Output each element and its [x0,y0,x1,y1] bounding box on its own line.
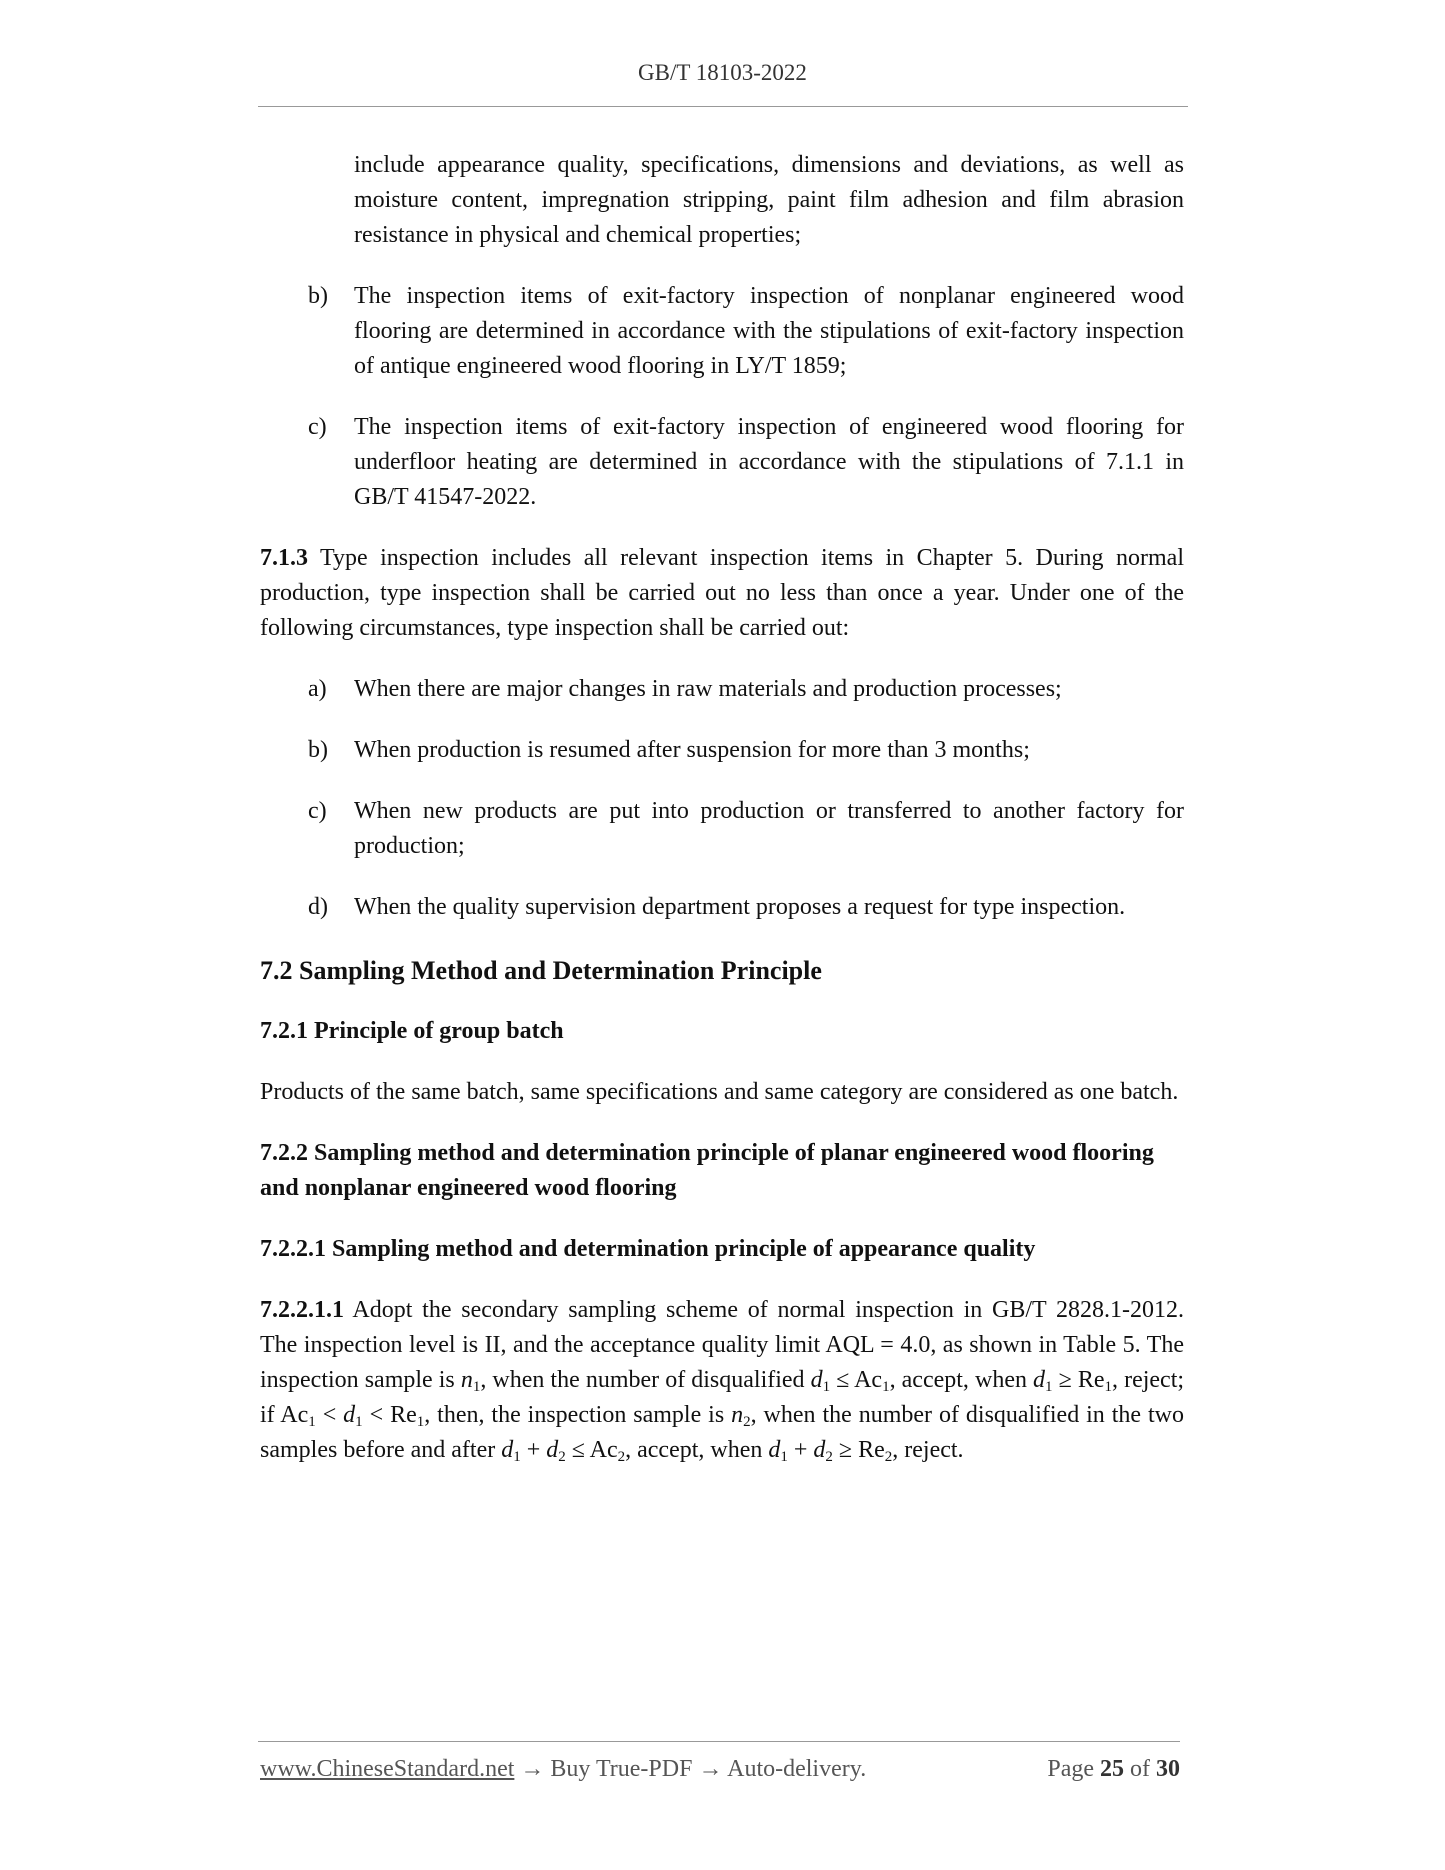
list-item-a [260,672,1184,707]
subscript: 1 [416,1414,425,1430]
text-run: < Re [362,1402,417,1428]
var-d: d [343,1402,356,1428]
var-d: d [810,1367,823,1393]
var-d: d [1033,1367,1046,1393]
list-item-c [260,794,1184,864]
website-link[interactable]: www.ChineseStandard.net [260,1756,515,1782]
subscript: 1 [1045,1379,1053,1395]
list-item-text: When the quality supervision department proposes a request for type inspection. [354,894,1126,920]
page-footer [260,1756,1180,1783]
header-divider [258,106,1188,107]
subscript: 2 [825,1449,833,1465]
heading-7-2-2: 7.2.2 Sampling method and determination principle of planar engineered wood flooring and nonplanar engineered wood flooring [260,1140,1154,1201]
text-run: , when the number of disqualified in the two samples before and after [260,1402,1184,1463]
footer-divider [258,1741,1180,1742]
section-7-2-2-1-1 [260,1293,1184,1468]
text-run: , then, the inspection sample is [424,1402,732,1428]
section-number: 7.1.3 [260,545,308,571]
text-run: ≥ Re [832,1437,885,1463]
section-7-1-3 [260,541,1184,646]
subscript: 1 [513,1449,521,1465]
subscript: 1 [780,1449,788,1465]
text-run: , when the number of disqualified [480,1367,811,1393]
heading-7-2-1: 7.2.1 Principle of group batch [260,1018,564,1044]
var-d: d [768,1437,781,1463]
text-run: , accept, when [625,1437,769,1463]
subscript: 1 [355,1414,363,1430]
list-marker: d) [308,894,328,920]
section-text: Type inspection includes all relevant inspection items in Chapter 5. During normal production, type inspection shall be carried out no less than once a year. Under one of the following circumstances, type inspection shall be carried out: [260,545,1184,641]
var-n: n [731,1402,744,1428]
list-marker: b) [308,737,328,763]
list-marker: b) [308,283,328,309]
list-item-text: When production is resumed after suspension for more than 3 months; [354,737,1030,763]
list-item-text: When there are major changes in raw materials and production processes; [354,676,1062,702]
list-marker: a) [308,676,327,702]
current-page: 25 [1100,1756,1124,1782]
text-run: Adopt the secondary sampling scheme of normal inspection in GB/T 2828.1-2012. The inspection level is II, and the acceptance quality limit AQL = 4.0, as shown in Table 5. The inspection sample is [260,1297,1184,1393]
text-run: ≤ Ac [565,1437,618,1463]
list-marker: c) [308,798,327,824]
text-run: , reject; if Ac [260,1367,1185,1428]
document-body [260,148,1184,1468]
var-n: n [460,1367,473,1393]
list-item-d [260,890,1184,925]
var-d: d [501,1437,514,1463]
of-label: of [1130,1756,1150,1782]
subscript: 1 [1104,1379,1113,1395]
text-run: < [315,1402,344,1428]
text-run: , accept, when [889,1367,1034,1393]
heading-7-2: 7.2 Sampling Method and Determination Principle [260,956,822,985]
page-header-title: GB/T 18103-2022 [638,60,807,85]
var-d: d [813,1437,826,1463]
text-run: ≥ Re [1052,1367,1105,1393]
subscript: 1 [472,1379,481,1395]
text-run: ≤ Ac [830,1367,883,1393]
paragraph-7-2-1: Products of the same batch, same specifications and same category are considered as one batch. [260,1079,1179,1105]
list-item-b [260,733,1184,768]
list-item-text: When new products are put into production or transferred to another factory for production; [354,798,1184,859]
subscript: 2 [743,1414,751,1430]
heading-7-2-2-1: 7.2.2.1 Sampling method and determination principle of appearance quality [260,1236,1036,1262]
text-run: , reject. [892,1437,964,1463]
subscript: 2 [558,1449,566,1465]
subscript: 1 [822,1379,831,1395]
total-pages: 30 [1156,1756,1180,1782]
text-run: + [520,1437,547,1463]
section-number: 7.2.2.1.1 [260,1297,344,1323]
list-item-b [260,279,1184,384]
subscript: 2 [617,1449,626,1465]
list-item-c [260,410,1184,515]
page-number [1047,1756,1180,1783]
list-item-text: The inspection items of exit-factory inspection of engineered wood flooring for underfloor heating are determined in accordance with the stipulations of 7.1.1 in GB/T 41547-2022. [354,414,1184,510]
footer-tagline: → Buy True-PDF → Auto-delivery. [514,1756,867,1782]
footer-left [260,1756,866,1782]
continuation-paragraph: include appearance quality, specifications, dimensions and deviations, as well as moisture content, impregnation stripping, paint film adhesion and film abrasion resistance in physical and chemical properties; [354,152,1184,248]
var-d: d [546,1437,559,1463]
subscript: 2 [884,1449,893,1465]
text-run: + [787,1437,814,1463]
list-item-text: The inspection items of exit-factory inspection of nonplanar engineered wood flooring are determined in accordance with the stipulations of exit-factory inspection of antique engineered wood flooring in LY/T 1859; [354,283,1184,379]
subscript: 1 [308,1414,316,1430]
page-label: Page [1047,1756,1094,1782]
subscript: 1 [882,1379,890,1395]
list-marker: c) [308,414,327,440]
